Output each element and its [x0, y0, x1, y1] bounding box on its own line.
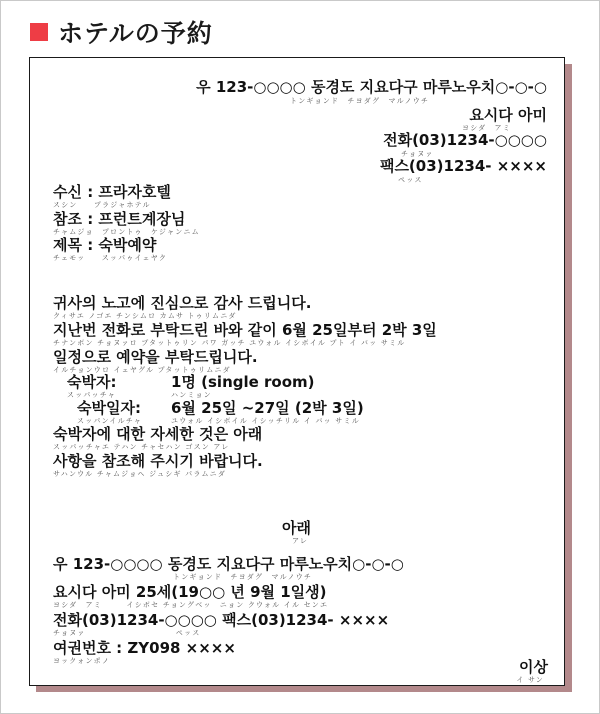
- sender-fax: 팩스(03)1234- ××××: [379, 157, 547, 175]
- subject-ruby: チェモッ スッパゥイェヤク: [53, 254, 168, 262]
- details-contact: 전화(03)1234-○○○○ 팩스(03)1234- ××××: [53, 611, 390, 629]
- details-passport: 여권번호 : ZY098 ××××: [53, 639, 236, 657]
- sender-tel-ruby: チョヌァ: [401, 150, 434, 158]
- closing-mark-ruby: イ サン: [516, 676, 544, 684]
- body-line-ruby: クィサエ ノゴエ チンシムロ カムサ トゥリムニダ: [53, 312, 237, 320]
- details-heading: 아래: [282, 519, 311, 537]
- dates-label-ruby: スッパンイルチャ: [77, 417, 142, 425]
- body-line: 지난번 전화로 부탁드린 바와 같이 6월 25일부터 2박 3일: [53, 321, 437, 339]
- details-name-age: 요시다 아미 25세(19○○ 년 9월 1일생): [53, 583, 327, 601]
- dates-value: 6월 25일 ~27일 (2박 3일): [171, 399, 364, 417]
- closing-mark: 이상: [519, 658, 548, 676]
- closing-line-ruby: サハンウル チャムジョヘ ジュシギ パラムニダ: [53, 470, 227, 478]
- guest-label: 숙박자:: [67, 373, 117, 391]
- sender-fax-ruby: ペッス: [398, 176, 423, 184]
- page-title: ホテルの予約: [58, 19, 213, 48]
- details-address: 우 123-○○○○ 동경도 지요다구 마루노우치○-○-○: [53, 555, 404, 573]
- body-line-ruby: イルチョンウロ イェヤグル プタットゥリムニダ: [53, 366, 231, 374]
- body-line-ruby: チナンボン チョヌァロ プタットゥリン パワ ガッチ ユウォル イシボイル プト イ バッ サミル: [53, 339, 406, 347]
- attention-line: 참조 : 프런트계장님: [53, 210, 186, 228]
- closing-line: 숙박자에 대한 자세한 것은 아래: [53, 425, 263, 443]
- attention-ruby: チャムジョ プロントゥ ケジャンニム: [53, 228, 200, 236]
- page-header: [30, 14, 213, 50]
- details-passport-ruby: ヨックォンポノ: [53, 657, 111, 665]
- dates-value-ruby: ユウォル イシボイル イシッチリル イ バッ サミル: [171, 417, 360, 425]
- body-line: 귀사의 노고에 진심으로 감사 드립니다.: [53, 294, 312, 312]
- sender-name: 요시다 아미: [469, 106, 547, 124]
- red-square-icon: [30, 23, 48, 41]
- recipient-line: 수신 : 프라자호텔: [53, 183, 171, 201]
- sender-name-ruby: ヨシダ アミ: [462, 124, 511, 132]
- sender-tel: 전화(03)1234-○○○○: [383, 131, 547, 149]
- guest-value-ruby: ハンミョン: [171, 391, 212, 399]
- body-line: 일정으로 예약을 부탁드립니다.: [53, 348, 258, 366]
- recipient-ruby: スシン プラジャホテル: [53, 201, 151, 209]
- guest-label-ruby: スッパッチャ: [67, 391, 116, 399]
- details-heading-ruby: アレ: [292, 537, 309, 545]
- details-name-age-ruby: ヨシダ アミ イシボセ チョングベッ ニョン クウォル イル センエ: [53, 601, 329, 609]
- closing-line: 사항을 참조해 주시기 바랍니다.: [53, 452, 263, 470]
- sender-address-ruby: トンギョンド チヨダグ マルノウチ: [290, 97, 430, 105]
- details-address-ruby: トンギョンド チヨダグ マルノウチ: [173, 573, 313, 581]
- subject-line: 제목 : 숙박예약: [53, 236, 157, 254]
- closing-line-ruby: スッパッチャエ テハン チャセハン ゴスン アレ: [53, 443, 230, 451]
- details-contact-ruby: チョヌァ ペッス: [53, 629, 201, 637]
- guest-value: 1명 (single room): [171, 373, 315, 391]
- dates-label: 숙박일자:: [77, 399, 141, 417]
- sender-address: 우 123-○○○○ 동경도 지요다구 마루노우치○-○-○: [196, 78, 547, 96]
- letter-paper: [29, 57, 565, 686]
